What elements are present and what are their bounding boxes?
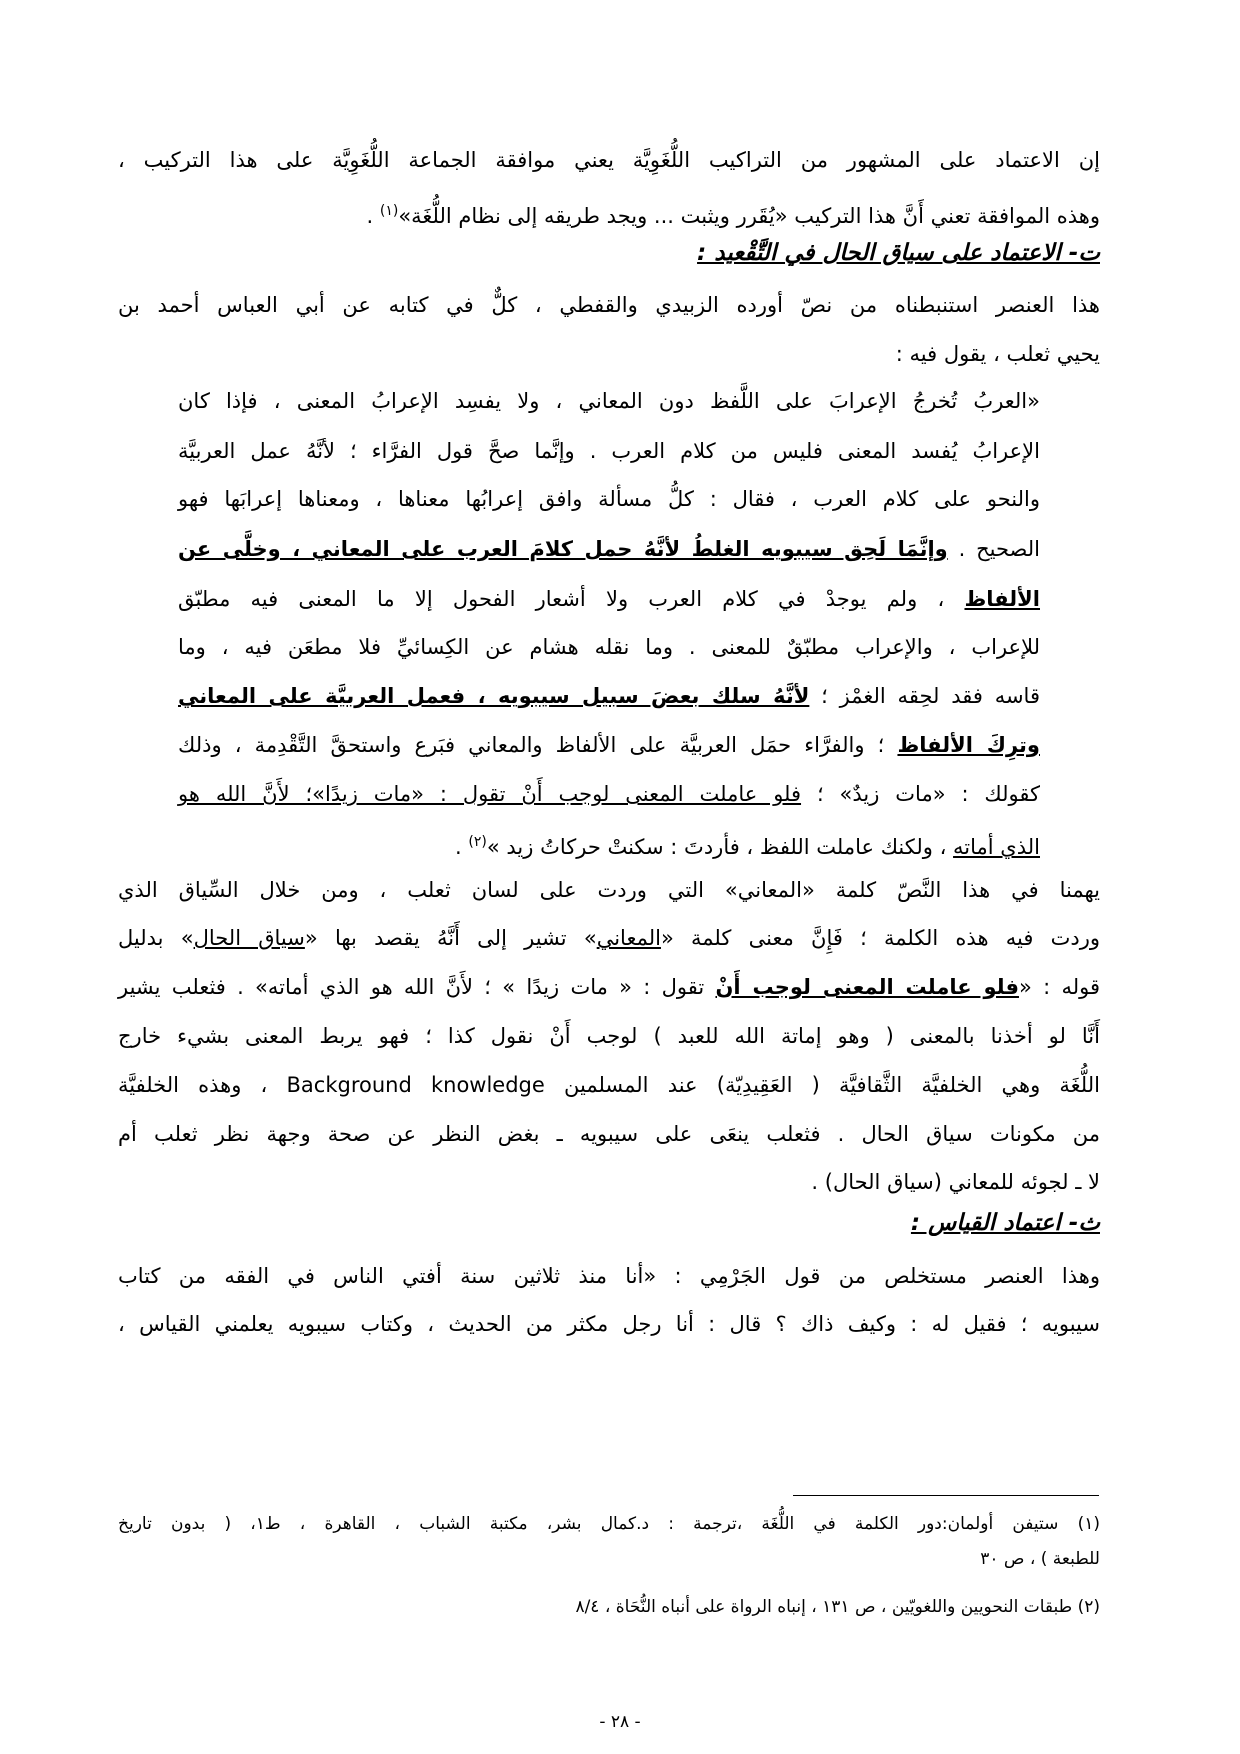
emphasis-sibawayh-path: لأنَّهُ سلك بعضَ سبيل سيبويه ، فعمل العربيَّة على المعاني <box>178 684 810 708</box>
footnote-ref-2: (٢) <box>468 834 487 850</box>
quote-line-5: الألفاظ ، ولم يوجدْ في كلام العرب ولا أشعار الفحول إلا ما المعنى فيه مطبّق <box>178 587 1040 611</box>
quote-line-2: الإعرابُ يُفسد المعنى فليس من كلام العرب . وإنَّما صحَّ قول الفرَّاء ؛ لأنَّهُ عمل العربيَّة <box>178 439 1040 463</box>
quote-line-7: قاسه فقد لحِقه الغمْز ؛ لأنَّهُ سلك بعضَ سبيل سيبويه ، فعمل العربيَّة على المعاني <box>178 684 1040 708</box>
emphasis-law-amalta: فلو عاملت المعنى لوجب أَنْ <box>715 975 1019 999</box>
paragraph-3-line-3: قوله : «فلو عاملت المعنى لوجب أَنْ تقول : « مات زيدًا » ؛ لأَنَّ الله هو الذي أماته» . فثعلب يشير <box>118 975 1100 999</box>
quote-line-4: الصحيح . وإنَّمَا لَحِق سيبويه الغلطُ لأنَّهُ حمل كلامَ العرب على المعاني ، وخلَّى عن <box>178 537 1040 561</box>
quote-line-6: للإعراب ، والإعراب مطبّقٌ للمعنى . وما نقله هشام عن الكِسائيِّ فلا مطعَن فيه ، وما <box>178 635 1040 659</box>
footnote-2: (٢) طبقات النحويين واللغويّين ، ص ١٣١ ، إنباه الرواة على أنباه النُّحَاة ، ٨/٤ <box>575 1597 1100 1617</box>
paragraph-4-line-1: وهذا العنصر مستخلص من قول الجَرْمِي : «أنا منذ ثلاثين سنة أفتي الناس في الفقه من كتاب <box>118 1264 1100 1288</box>
paragraph-1-line-1: إن الاعتماد على المشهور من التراكيب اللُّغَوِيَّة يعني موافقة الجماعة اللُّغَوِيَّة على هذا التركيب ، <box>118 148 1100 172</box>
section-heading-tha: ث- اعتماد القياس : <box>910 1210 1100 1236</box>
underline-mat-zaydan: فلو عاملت المعنى لوجب أَنْ تقول : «مات زيدًا»؛ لأَنَّ الله هو <box>178 782 802 806</box>
emphasis-tark-alfaz: وترِكَ الألفاظ <box>897 733 1040 757</box>
quote-line-3: والنحو على كلام العرب ، فقال : كلُّ مسألة وافق إعرابُها معناها ، ومعناها إعرابَها فهو <box>178 487 1040 511</box>
paragraph-1-line-2: وهذه الموافقة تعني أَنَّ هذا التركيب «يُقَرر ويثبت ... ويجد طريقه إلى نظام اللُّغَة»$^{(١)}$ . <box>366 203 1100 228</box>
paragraph-3-line-1: يهمنا في هذا النَّصّ كلمة «المعاني» التي وردت على لسان ثعلب ، ومن خلال السِّياق الذي <box>118 878 1100 902</box>
emphasis-alfaz: الألفاظ <box>964 587 1040 611</box>
underline-maani: المعاني <box>596 926 661 950</box>
quote-line-9: كقولك : «مات زيدٌ» ؛ فلو عاملت المعنى لوجب أَنْ تقول : «مات زيدًا»؛ لأَنَّ الله هو <box>178 782 1040 806</box>
paragraph-3-line-5: اللُّغَة وهي الخلفيَّة الثَّقافيَّة ( العَقِيدِيّة) عند المسلمين Background knowledge ، وهذه الخلفيَّة <box>118 1073 1100 1097</box>
section-heading-ta: ت- الاعتماد على سياق الحال في التَّقْعيد : <box>697 240 1100 266</box>
paragraph-4-line-2: سيبويه ؛ فقيل له : وكيف ذاك ؟ قال : أنا رجل مكثر من الحديث ، وكتاب سيبويه يعلمني القياس ، <box>118 1312 1100 1336</box>
paragraph-2-line-1: هذا العنصر استنبطناه من نصّ أورده الزبيدي والقفطي ، كلٌّ في كتابه عن أبي العباس أحمد بن <box>118 293 1100 317</box>
paragraph-2-line-2: يحيي ثعلب ، يقول فيه : <box>895 342 1100 366</box>
quote-line-8: وترِكَ الألفاظ ؛ والفرَّاء حمَل العربيَّة على الألفاظ والمعاني فبَرع واستحقَّ التَّقْدِمة ، وذلك <box>178 733 1040 757</box>
paragraph-3-line-7: لا ـ لجوئه للمعاني (سياق الحال) . <box>811 1170 1100 1194</box>
quote-line-10: الذي أماته ، ولكنك عاملت اللفظ ، فأردتَ : سكنتْ حركاتُ زيد »$^{(٢)}$ . <box>455 834 1040 859</box>
paragraph-3-line-6: من مكونات سياق الحال . فثعلب ينعَى على سيبويه ـ بغض النظر عن صحة وجهة نظر ثعلب أم <box>118 1122 1100 1146</box>
footnote-1-line-1: (١) ستيفن أولمان:دور الكلمة في اللُّغَة ،ترجمة : د.كمال بشر، مكتبة الشباب ، القاهرة ، ط١، ( بدون تاريخ <box>118 1514 1100 1534</box>
footnote-ref-1: (١) <box>379 203 399 219</box>
paragraph-3-line-2: وردت فيه هذه الكلمة ؛ فَإِنَّ معنى كلمة «المعاني» تشير إلى أَنَّهُ يقصد بها «سياق الحال» بدليل <box>118 926 1100 950</box>
footnote-separator <box>793 1495 1099 1496</box>
paragraph-3-line-4: أَنَّا لو أخذنا بالمعنى ( وهو إماتة الله للعبد ) لوجب أَنْ نقول كذا ؛ فهو يربط المعنى بشيء خارج <box>118 1024 1100 1048</box>
page-number: - ٢٨ - <box>599 1712 641 1732</box>
quote-line-1: «العربُ تُخرجُ الإعرابَ على اللَّفظ دون المعاني ، ولا يفسِد الإعرابُ المعنى ، فإذا كان <box>178 389 1040 413</box>
emphasis-sibawayh-error: وإنَّمَا لَحِق سيبويه الغلطُ لأنَّهُ حمل كلامَ العرب على المعاني ، وخلَّى عن <box>178 537 948 561</box>
underline-siyaq-hal: سياق الحال <box>193 926 305 950</box>
underline-amatahu: الذي أماته <box>953 835 1040 859</box>
footnote-1-line-2: للطبعة ) ، ص ٣٠ <box>980 1549 1100 1569</box>
